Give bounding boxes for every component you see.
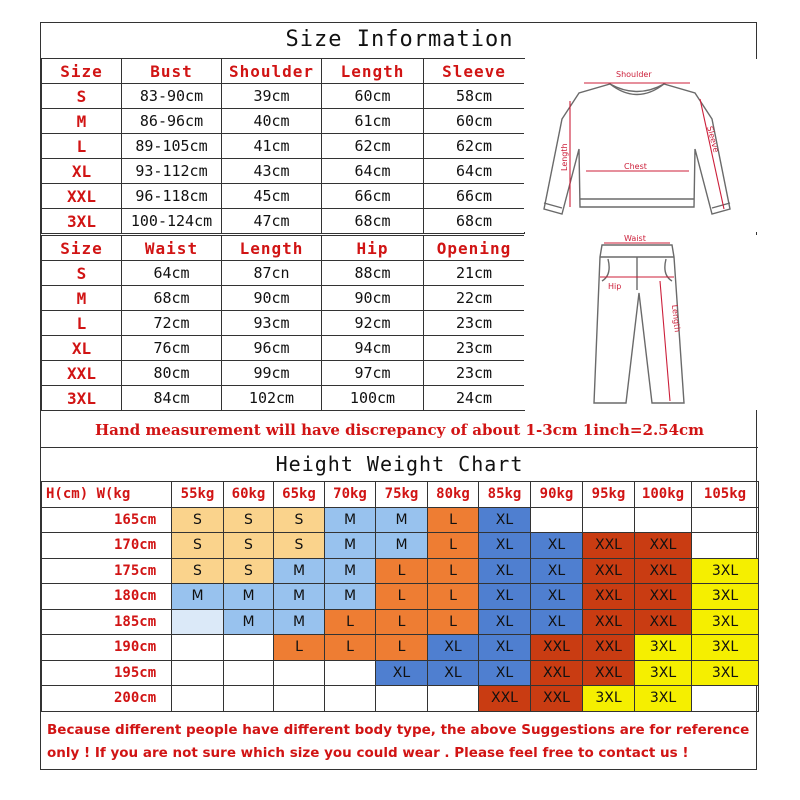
size-cell: S (224, 533, 274, 559)
column-header: Shoulder (222, 59, 322, 84)
table-row (42, 336, 525, 361)
size-cell: M (376, 507, 428, 533)
measurement-cell: 24cm (424, 386, 525, 411)
measurement-cell: 97cm (322, 361, 424, 386)
measurement-cell: 64cm (322, 159, 424, 184)
size-cell: XXL (583, 660, 635, 686)
measurement-cell: 68cm (322, 209, 424, 234)
column-header: Waist (122, 236, 222, 261)
table-row (42, 209, 525, 234)
size-cell (224, 660, 274, 686)
size-cell: 3XL (635, 686, 692, 712)
size-chart-sheet (40, 22, 757, 770)
measurement-cell: 39cm (222, 84, 322, 109)
weight-header: 75kg (376, 482, 428, 508)
measurement-cell: 64cm (424, 159, 525, 184)
height-label: 190cm (42, 635, 172, 661)
size-cell: XXL (583, 635, 635, 661)
measurement-cell: 94cm (322, 336, 424, 361)
size-cell (224, 686, 274, 712)
pants-waist-label: Waist (624, 235, 646, 243)
weight-header: 85kg (479, 482, 531, 508)
size-cell (531, 507, 583, 533)
weight-header: 60kg (224, 482, 274, 508)
size-cell: M (172, 584, 224, 610)
table-row (42, 184, 525, 209)
size-label: XXL (42, 361, 122, 386)
table-row (42, 134, 525, 159)
weight-header: 105kg (692, 482, 759, 508)
size-cell: 3XL (692, 635, 759, 661)
size-cell: XL (531, 609, 583, 635)
measurement-cell: 86-96cm (122, 109, 222, 134)
size-cell: L (428, 533, 479, 559)
measurement-cell: 87cn (222, 261, 322, 286)
measurement-cell: 68cm (424, 209, 525, 234)
size-cell: L (376, 558, 428, 584)
size-cell: XL (376, 660, 428, 686)
table-header-row (42, 59, 525, 84)
size-cell (325, 660, 376, 686)
shirt-shoulder-label: Shoulder (616, 70, 652, 79)
measurement-cell: 72cm (122, 311, 222, 336)
pants-hip-label: Hip (608, 282, 622, 291)
measurement-cell: 40cm (222, 109, 322, 134)
measurement-cell: 23cm (424, 336, 525, 361)
table-row (42, 84, 525, 109)
measurement-cell: 58cm (424, 84, 525, 109)
measurement-cell: 96cm (222, 336, 322, 361)
section-divider (41, 447, 758, 448)
measurement-cell: 93cm (222, 311, 322, 336)
size-cell (692, 507, 759, 533)
disclaimer-text: Because different people have different body type, the above Suggestions are for reference only ! If you are not sure which size you could wear . Please feel free to contact us ! (47, 722, 750, 761)
size-cell (376, 686, 428, 712)
size-cell: S (274, 533, 325, 559)
measurement-cell: 83-90cm (122, 84, 222, 109)
size-label: XL (42, 159, 122, 184)
size-cell: M (325, 507, 376, 533)
size-cell: M (224, 584, 274, 610)
size-label: M (42, 286, 122, 311)
measurement-cell: 84cm (122, 386, 222, 411)
size-cell: 3XL (692, 558, 759, 584)
size-label: M (42, 109, 122, 134)
measurement-cell: 76cm (122, 336, 222, 361)
size-cell: 3XL (692, 609, 759, 635)
size-cell (325, 686, 376, 712)
measurement-cell: 60cm (424, 109, 525, 134)
column-header: Size (42, 236, 122, 261)
table-row (42, 286, 525, 311)
measurement-cell: 68cm (122, 286, 222, 311)
size-cell: M (274, 558, 325, 584)
weight-header: 100kg (635, 482, 692, 508)
height-label: 180cm (42, 584, 172, 610)
size-cell: XL (479, 609, 531, 635)
pants-diagram (524, 235, 757, 410)
measurement-cell: 100cm (322, 386, 424, 411)
column-header: Length (222, 236, 322, 261)
measurement-cell: 88cm (322, 261, 424, 286)
size-label: 3XL (42, 209, 122, 234)
measurement-cell: 66cm (424, 184, 525, 209)
size-cell: L (428, 507, 479, 533)
size-cell (224, 635, 274, 661)
size-cell: XXL (583, 584, 635, 610)
size-cell: S (224, 507, 274, 533)
size-cell: M (224, 609, 274, 635)
measurement-note: Hand measurement will have discrepancy of about 1-3cm 1inch=2.54cm (94, 421, 705, 439)
size-cell: M (325, 584, 376, 610)
table-header-row (42, 236, 525, 261)
height-label: 195cm (42, 660, 172, 686)
size-cell: XXL (635, 558, 692, 584)
size-cell: XL (479, 660, 531, 686)
height-label: 175cm (42, 558, 172, 584)
size-cell: L (428, 584, 479, 610)
size-label: XXL (42, 184, 122, 209)
shirt-chest-label: Chest (624, 162, 647, 171)
size-cell: L (274, 635, 325, 661)
size-cell (172, 609, 224, 635)
size-cell: XXL (635, 533, 692, 559)
size-cell: XXL (531, 635, 583, 661)
measurement-cell: 92cm (322, 311, 424, 336)
measurement-cell: 90cm (222, 286, 322, 311)
size-cell: XXL (479, 686, 531, 712)
size-cell: L (376, 609, 428, 635)
size-cell: XXL (583, 609, 635, 635)
measurement-cell: 93-112cm (122, 159, 222, 184)
size-cell (172, 635, 224, 661)
size-cell: XL (428, 635, 479, 661)
height-label: 165cm (42, 507, 172, 533)
measurement-cell: 21cm (424, 261, 525, 286)
table-row (42, 109, 525, 134)
size-cell: M (376, 533, 428, 559)
column-header: Bust (122, 59, 222, 84)
weight-header: 95kg (583, 482, 635, 508)
size-cell: M (325, 558, 376, 584)
size-label: S (42, 84, 122, 109)
height-row (42, 584, 759, 610)
height-label: 170cm (42, 533, 172, 559)
measurement-cell: 61cm (322, 109, 424, 134)
size-cell: XL (479, 584, 531, 610)
height-label: 200cm (42, 686, 172, 712)
height-row (42, 533, 759, 559)
size-cell: 3XL (635, 660, 692, 686)
size-cell: XXL (583, 533, 635, 559)
size-cell: S (172, 533, 224, 559)
size-cell: XXL (635, 609, 692, 635)
size-label: L (42, 134, 122, 159)
size-label: L (42, 311, 122, 336)
measurement-cell: 89-105cm (122, 134, 222, 159)
shirt-length-label: Length (560, 143, 569, 171)
size-cell: XXL (531, 686, 583, 712)
size-cell: L (376, 635, 428, 661)
measurement-cell: 47cm (222, 209, 322, 234)
column-header: Opening (424, 236, 525, 261)
size-cell (274, 686, 325, 712)
weight-header: 90kg (531, 482, 583, 508)
weight-header-row (42, 482, 759, 508)
height-row (42, 635, 759, 661)
measurement-cell: 23cm (424, 311, 525, 336)
height-row (42, 686, 759, 712)
size-cell (635, 507, 692, 533)
measurement-cell: 62cm (424, 134, 525, 159)
size-cell: S (224, 558, 274, 584)
measurement-cell: 66cm (322, 184, 424, 209)
size-information-title: Size Information (285, 27, 514, 52)
size-cell (172, 686, 224, 712)
measurement-cell: 23cm (424, 361, 525, 386)
top-size-table (41, 58, 525, 234)
size-cell: M (274, 584, 325, 610)
column-header: Size (42, 59, 122, 84)
size-cell: 3XL (635, 635, 692, 661)
size-cell: S (274, 507, 325, 533)
size-cell: XXL (583, 558, 635, 584)
size-cell (172, 660, 224, 686)
measurement-cell: 102cm (222, 386, 322, 411)
measurement-cell: 41cm (222, 134, 322, 159)
size-cell (692, 533, 759, 559)
size-cell (428, 686, 479, 712)
size-cell: XL (479, 507, 531, 533)
measurement-cell: 100-124cm (122, 209, 222, 234)
measurement-cell: 90cm (322, 286, 424, 311)
size-cell: XL (531, 533, 583, 559)
size-cell: M (325, 533, 376, 559)
bottom-size-table (41, 235, 525, 411)
weight-header: 70kg (325, 482, 376, 508)
measurement-cell: 60cm (322, 84, 424, 109)
measurement-cell: 45cm (222, 184, 322, 209)
measurement-cell: 96-118cm (122, 184, 222, 209)
height-weight-title: Height Weight Chart (275, 452, 524, 476)
height-weight-table (41, 481, 759, 712)
size-cell (692, 686, 759, 712)
measurement-cell: 22cm (424, 286, 525, 311)
size-cell: 3XL (692, 660, 759, 686)
height-label: 185cm (42, 609, 172, 635)
height-row (42, 609, 759, 635)
measurement-cell: 62cm (322, 134, 424, 159)
size-cell: 3XL (583, 686, 635, 712)
height-row (42, 660, 759, 686)
size-cell: L (428, 558, 479, 584)
axis-corner-label: H(cm) W(kg (42, 482, 172, 508)
size-cell: L (428, 609, 479, 635)
size-cell: S (172, 558, 224, 584)
size-cell: L (325, 635, 376, 661)
size-cell: XL (479, 635, 531, 661)
column-header: Length (322, 59, 424, 84)
weight-header: 65kg (274, 482, 325, 508)
size-cell (583, 507, 635, 533)
weight-header: 80kg (428, 482, 479, 508)
size-cell: 3XL (692, 584, 759, 610)
measurement-cell: 99cm (222, 361, 322, 386)
size-cell: XL (531, 558, 583, 584)
height-row (42, 507, 759, 533)
table-row (42, 311, 525, 336)
size-cell: L (325, 609, 376, 635)
size-cell: L (376, 584, 428, 610)
column-header: Hip (322, 236, 424, 261)
size-cell: S (172, 507, 224, 533)
size-cell: XXL (531, 660, 583, 686)
size-cell (274, 660, 325, 686)
size-cell: XL (428, 660, 479, 686)
table-row (42, 361, 525, 386)
size-label: 3XL (42, 386, 122, 411)
size-cell: XL (479, 558, 531, 584)
size-cell: XL (531, 584, 583, 610)
table-row (42, 159, 525, 184)
size-cell: XXL (635, 584, 692, 610)
table-row (42, 261, 525, 286)
size-cell: M (274, 609, 325, 635)
column-header: Sleeve (424, 59, 525, 84)
measurement-cell: 43cm (222, 159, 322, 184)
size-cell: XL (479, 533, 531, 559)
size-label: XL (42, 336, 122, 361)
weight-header: 55kg (172, 482, 224, 508)
height-row (42, 558, 759, 584)
shirt-sleeve-label: Sleeve (705, 125, 721, 154)
measurement-cell: 64cm (122, 261, 222, 286)
size-label: S (42, 261, 122, 286)
pants-length-label: Length (670, 304, 682, 333)
table-row (42, 386, 525, 411)
shirt-diagram (524, 59, 757, 232)
measurement-cell: 80cm (122, 361, 222, 386)
